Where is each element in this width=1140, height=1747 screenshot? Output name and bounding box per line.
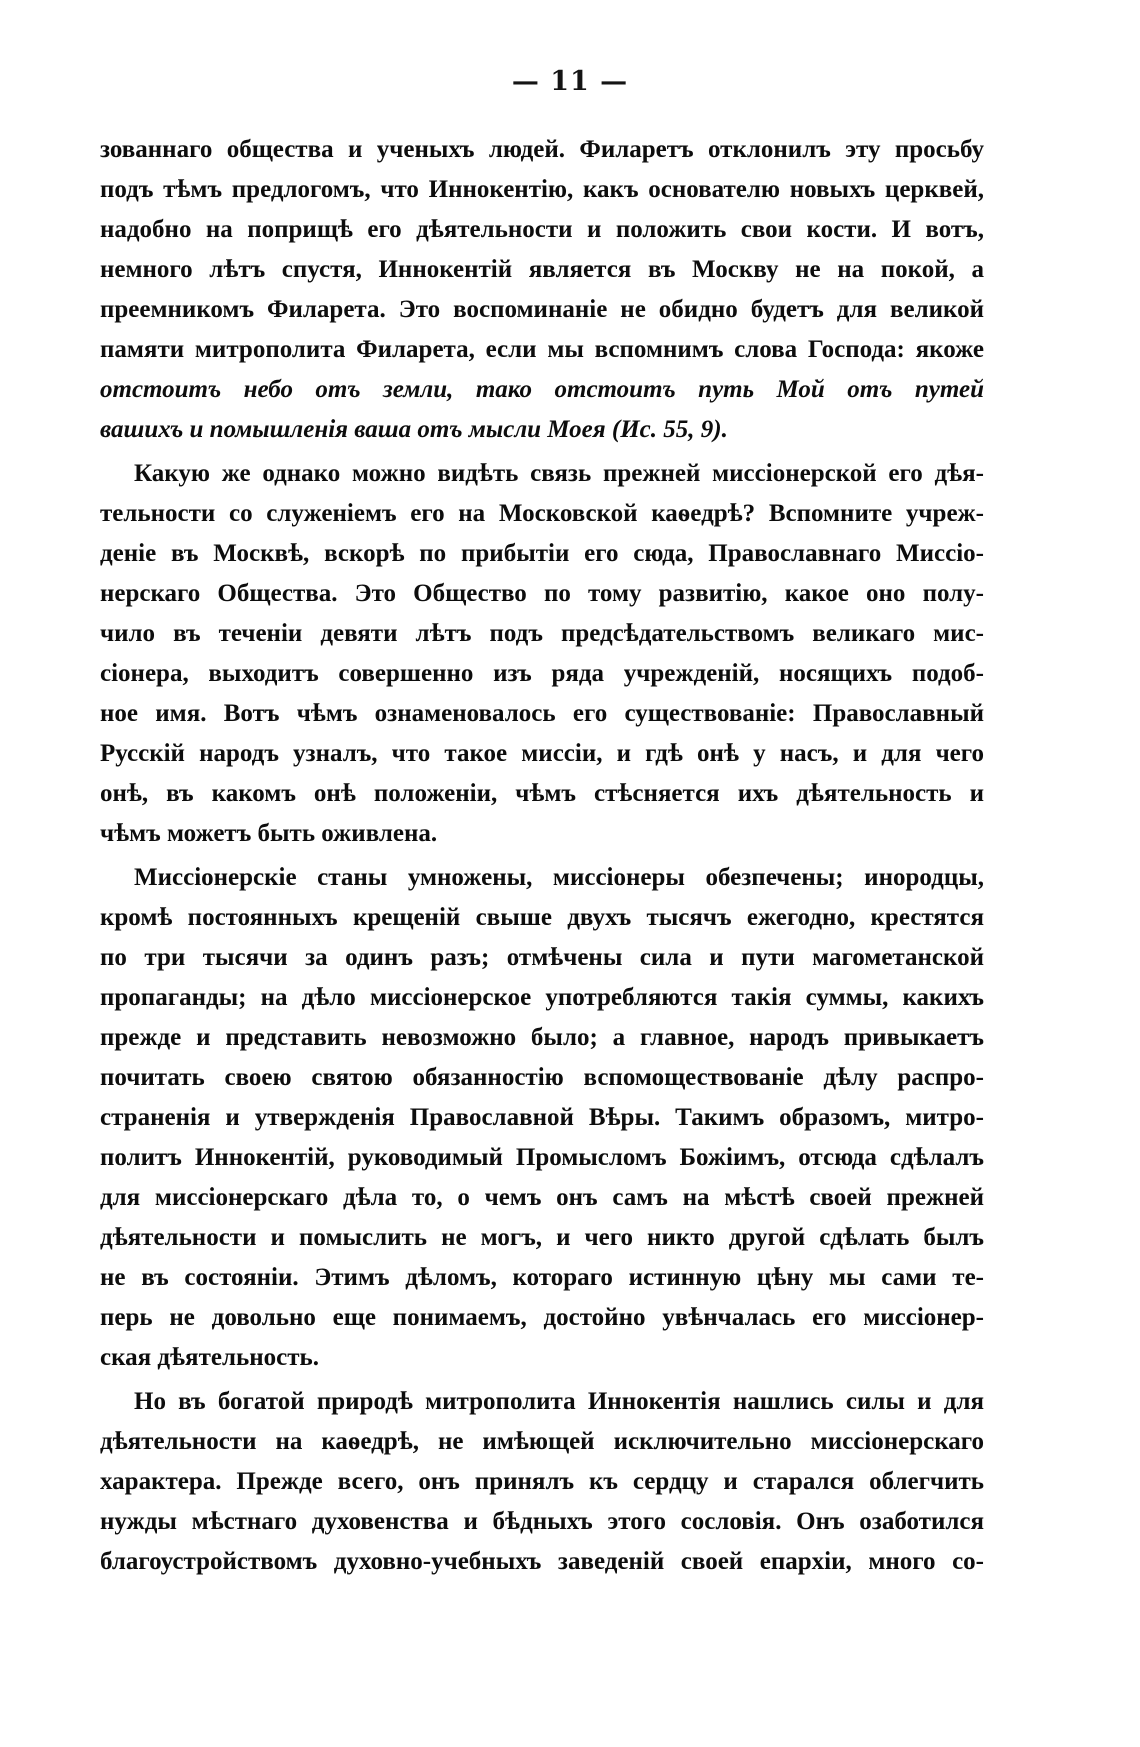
paragraph-first-line: Какую же однако можно видѣть связь прежней миссіонерской его дѣя- — [134, 460, 984, 487]
text-line: политъ Иннокентій, руководимый Промысломъ Божіимъ, отсюда сдѣлалъ — [100, 1144, 984, 1171]
text-line: сіонера, выходитъ совершенно изъ ряда учрежденій, носящихъ подоб- — [100, 660, 984, 687]
text-line: перь не довольно еще понимаемъ, достойно увѣнчалась его миссіонер- — [100, 1304, 984, 1331]
text-line: не въ состояніи. Этимъ дѣломъ, котораго истинную цѣну мы сами те- — [100, 1264, 984, 1291]
text-line: чѣмъ можетъ быть оживлена. — [100, 820, 438, 847]
text-line: почитать своею святою обязанностію вспомоществованіе дѣлу распро- — [100, 1064, 984, 1091]
text-line: страненія и утвержденія Православной Вѣры. Такимъ образомъ, митро- — [100, 1104, 984, 1131]
text-line: ская дѣятельность. — [100, 1344, 319, 1371]
paragraph-first-line: Но въ богатой природѣ митрополита Иннокентія нашлись силы и для — [134, 1388, 984, 1415]
text-line: подъ тѣмъ предлогомъ, что Иннокентію, какъ основателю новыхъ церквей, — [100, 176, 984, 203]
text-line: чило въ теченіи девяти лѣтъ подъ предсѣдательствомъ великаго мис- — [100, 620, 984, 647]
paragraph-first-line: Миссіонерскіе станы умножены, миссіонеры обезпечены; инородцы, — [134, 864, 984, 891]
scripture-quote-line: вашихъ и помышленія ваша отъ мысли Моея (Ис. 55, 9). — [100, 416, 728, 443]
text-line: Русскій народъ узналъ, что такое миссіи, и гдѣ онѣ у насъ, и для чего — [100, 740, 984, 767]
text-line: надобно на поприщѣ его дѣятельности и положить свои кости. И вотъ, — [100, 216, 984, 243]
text-line: немного лѣтъ спустя, Иннокентій является въ Москву не на покой, а — [100, 256, 984, 283]
text-line: памяти митрополита Филарета, если мы вспомнимъ слова Господа: якоже — [100, 336, 984, 363]
text-line: дѣятельности на каѳедрѣ, не имѣющей исключительно миссіонерскаго — [100, 1428, 984, 1455]
text-line: преемникомъ Филарета. Это воспоминаніе не обидно будетъ для великой — [100, 296, 984, 323]
text-line: деніе въ Москвѣ, вскорѣ по прибытіи его сюда, Православнаго Миссіо- — [100, 540, 984, 567]
text-line: для миссіонерскаго дѣла то, о чемъ онъ самъ на мѣстѣ своей прежней — [100, 1184, 984, 1211]
text-line: характера. Прежде всего, онъ принялъ къ сердцу и старался облегчить — [100, 1468, 984, 1495]
text-line: онѣ, въ какомъ онѣ положеніи, чѣмъ стѣсняется ихъ дѣятельность и — [100, 780, 984, 807]
text-line: по три тысячи за одинъ разъ; отмѣчены сила и пути магометанской — [100, 944, 984, 971]
text-line: нужды мѣстнаго духовенства и бѣдныхъ этого сословія. Онъ озаботился — [100, 1508, 984, 1535]
body-text — [100, 130, 984, 1582]
text-line: зованнаго общества и ученыхъ людей. Филаретъ отклонилъ эту просьбу — [100, 136, 984, 163]
scripture-quote-line: отстоитъ небо отъ земли, тако отстоитъ путь Мой отъ путей — [100, 376, 984, 403]
text-line: прежде и представить невозможно было; а главное, народъ привыкаетъ — [100, 1024, 984, 1051]
text-line: дѣятельности и помыслить не могъ, и чего никто другой сдѣлать былъ — [100, 1224, 984, 1251]
text-line: кромѣ постоянныхъ крещеній свыше двухъ тысячъ ежегодно, крестятся — [100, 904, 984, 931]
text-line: пропаганды; на дѣло миссіонерское употребляются такія суммы, какихъ — [100, 984, 984, 1011]
page-number: — 11 — — [511, 66, 629, 97]
text-line: благоустройствомъ духовно-учебныхъ заведеній своей епархіи, много со- — [100, 1548, 984, 1575]
text-line: нерскаго Общества. Это Общество по тому развитію, какое оно полу- — [100, 580, 984, 607]
text-line: ное имя. Вотъ чѣмъ ознаменовалось его существованіе: Православный — [100, 700, 984, 727]
text-line: тельности со служеніемъ его на Московской каѳедрѣ? Вспомните учреж- — [100, 500, 984, 527]
